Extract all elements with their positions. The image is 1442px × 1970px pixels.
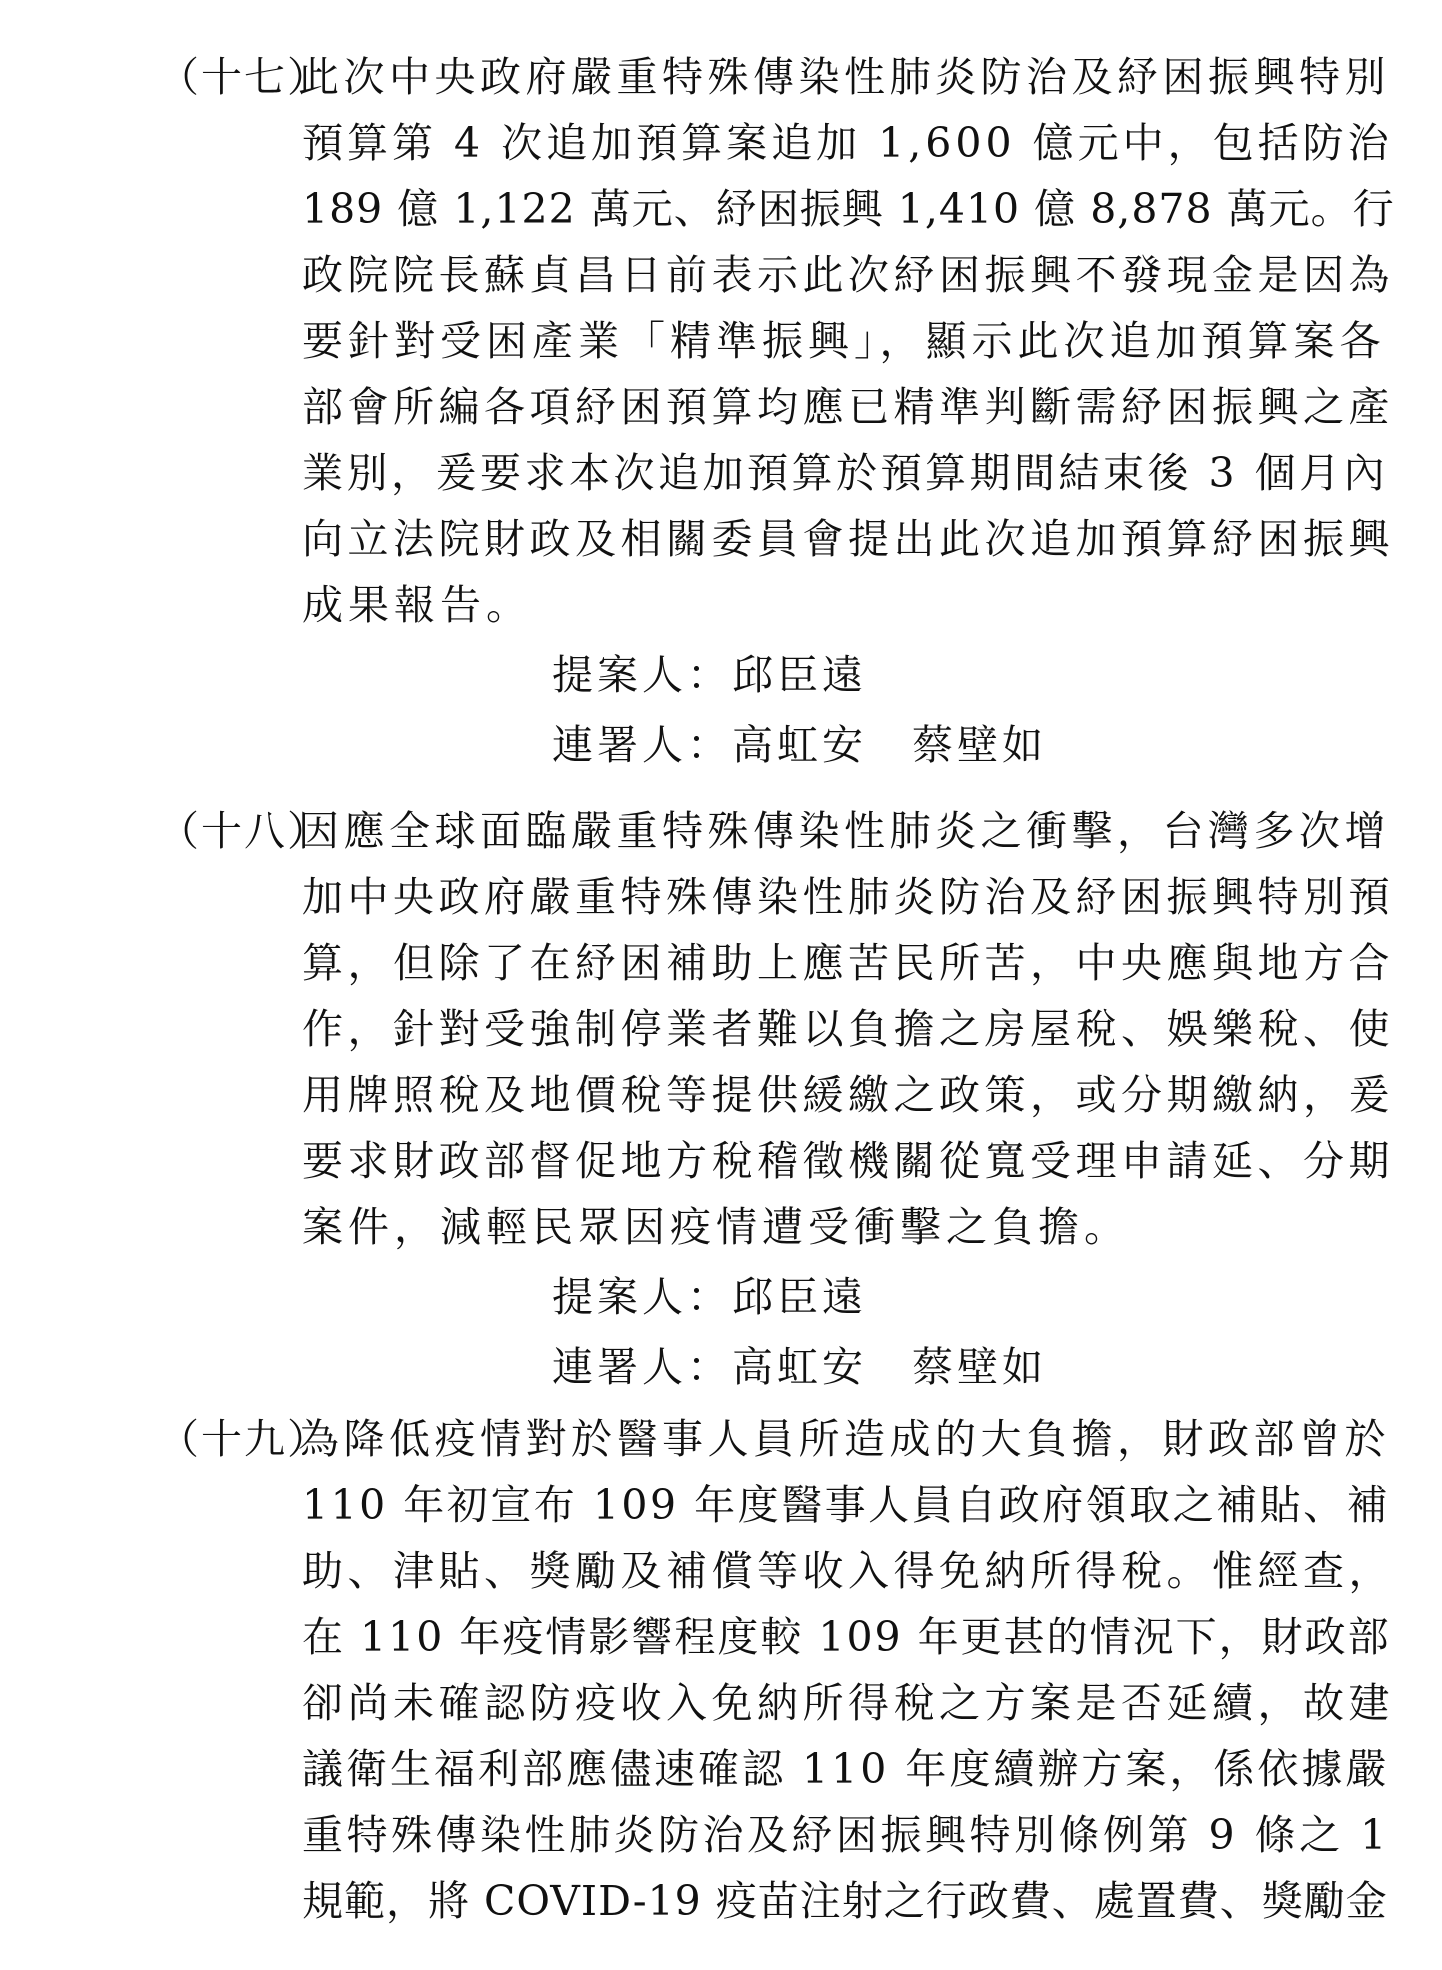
- item-text-line: 成果報告。: [302, 581, 532, 629]
- item-number: （十八）: [158, 807, 330, 855]
- item-text-line: 算，但除了在紓困補助上應苦民所苦，中央應與地方合: [302, 939, 1394, 987]
- item-text-line: 向立法院財政及相關委員會提出此次追加預算紓困振興: [302, 515, 1394, 563]
- item-text-line: 189 億 1,122 萬元、紓困振興 1,410 億 8,878 萬元。行: [302, 185, 1395, 233]
- item-text-line: 要求財政部督促地方稅稽徵機關從寬受理申請延、分期: [302, 1137, 1394, 1185]
- item-text-line: 為降低疫情對於醫事人員所造成的大負擔，財政部曾於: [298, 1415, 1390, 1463]
- item-text-line: 政院院長蘇貞昌日前表示此次紓困振興不發現金是因為: [302, 251, 1394, 299]
- item-number: （十九）: [158, 1415, 330, 1463]
- item-text-line: 此次中央政府嚴重特殊傳染性肺炎防治及紓困振興特別: [298, 53, 1390, 101]
- item-number: （十七）: [158, 53, 330, 101]
- proposer-line: 提案人：邱臣遠: [552, 1273, 867, 1321]
- proposer-line: 提案人：邱臣遠: [552, 651, 867, 699]
- item-text-line: 部會所編各項紓困預算均應已精準判斷需紓困振興之產: [302, 383, 1394, 431]
- item-text-line: 案件，減輕民眾因疫情遭受衝擊之負擔。: [302, 1203, 1130, 1251]
- item-text-line: 議衛生福利部應儘速確認 110 年度續辦方案，係依據嚴: [302, 1745, 1390, 1793]
- cosigners-line: 連署人：高虹安 蔡壁如: [552, 1343, 1047, 1391]
- cosigners-line: 連署人：高虹安 蔡壁如: [552, 721, 1047, 769]
- item-text-line: 業別，爰要求本次追加預算於預算期間結束後 3 個月內: [302, 449, 1389, 497]
- item-text-line: 用牌照稅及地價稅等提供緩繳之政策，或分期繳納，爰: [302, 1071, 1394, 1119]
- item-text-line: 重特殊傳染性肺炎防治及紓困振興特別條例第 9 條之 1: [302, 1811, 1390, 1859]
- item-text-line: 要針對受困產業「精準振興」，顯示此次追加預算案各: [302, 317, 1386, 365]
- item-text-line: 規範，將 COVID-19 疫苗注射之行政費、處置費、獎勵金: [302, 1877, 1388, 1925]
- item-text-line: 在 110 年疫情影響程度較 109 年更甚的情況下，財政部: [302, 1613, 1391, 1661]
- item-text-line: 作，針對受強制停業者難以負擔之房屋稅、娛樂稅、使: [302, 1005, 1394, 1053]
- item-text-line: 助、津貼、獎勵及補償等收入得免納所得稅。惟經查，: [302, 1547, 1394, 1595]
- item-text-line: 加中央政府嚴重特殊傳染性肺炎防治及紓困振興特別預: [302, 873, 1394, 921]
- item-text-line: 因應全球面臨嚴重特殊傳染性肺炎之衝擊，台灣多次增: [298, 807, 1390, 855]
- item-text-line: 預算第 4 次追加預算案追加 1,600 億元中，包括防治: [302, 119, 1393, 167]
- item-text-line: 卻尚未確認防疫收入免納所得稅之方案是否延續，故建: [302, 1679, 1394, 1727]
- item-text-line: 110 年初宣布 109 年度醫事人員自政府領取之補貼、補: [302, 1481, 1391, 1529]
